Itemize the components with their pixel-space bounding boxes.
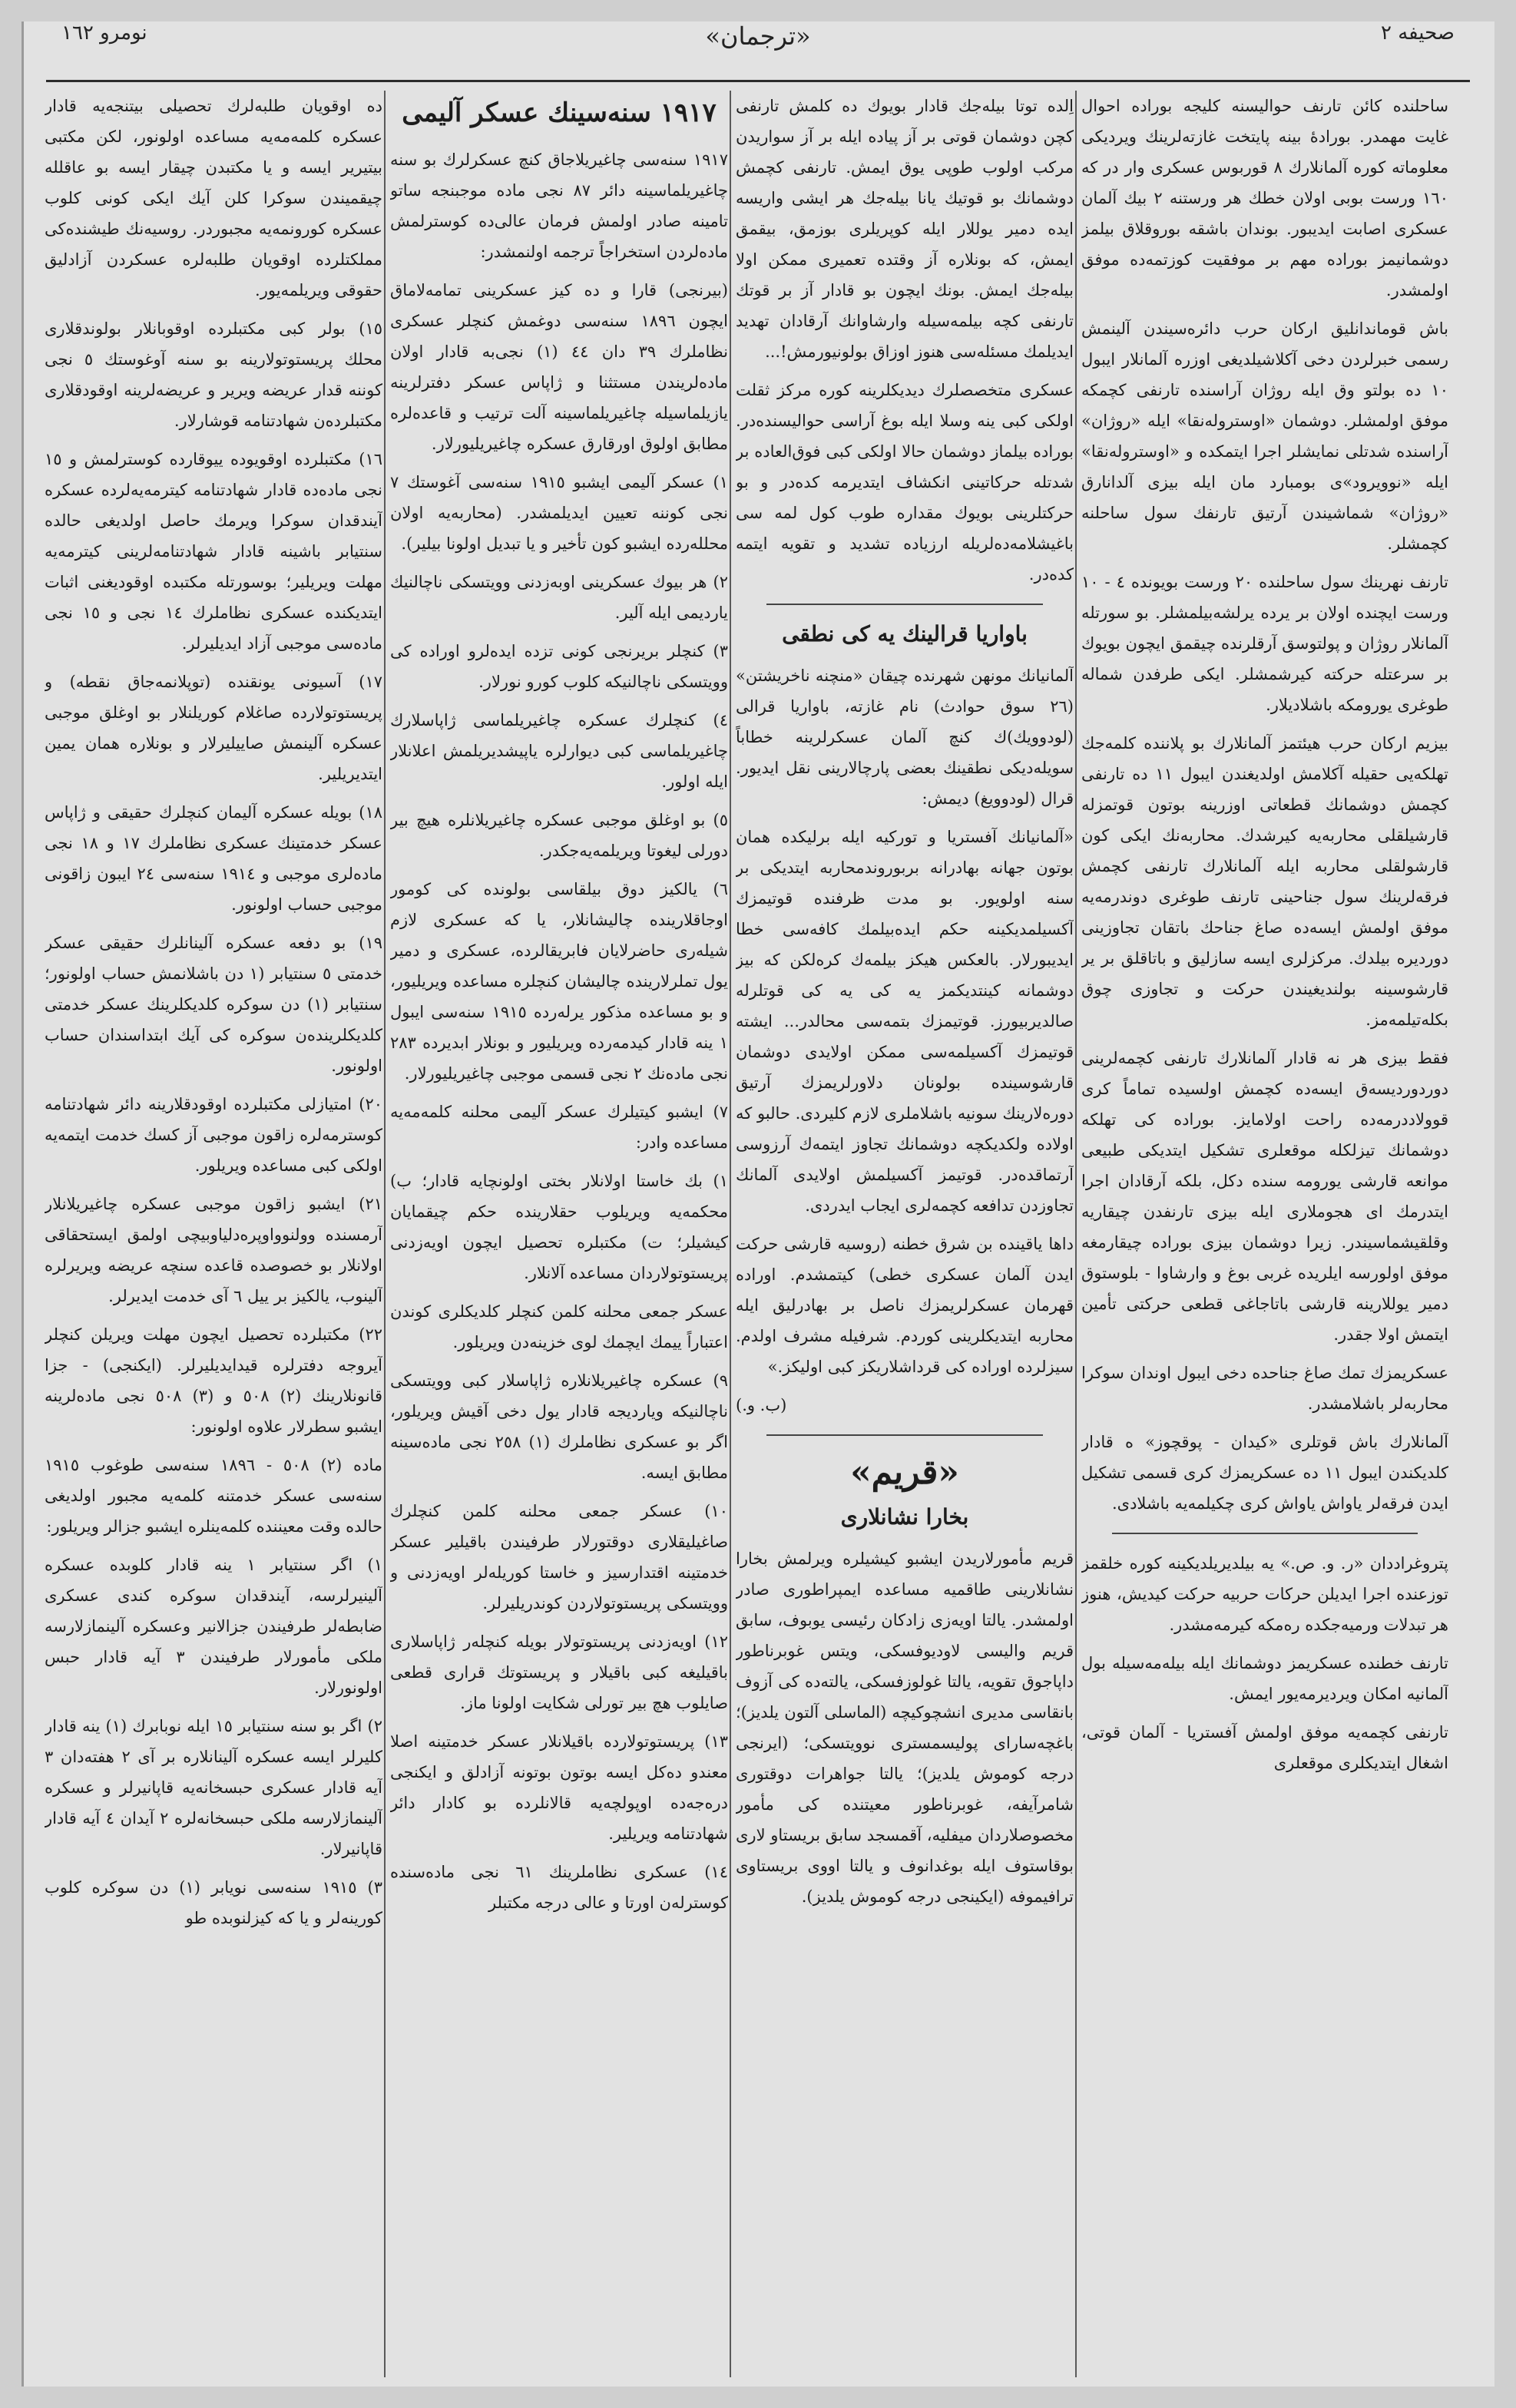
paragraph: ده اوقویان طلبه‌لرك تحصیلی بیتنجه‌یه قادار عسکره کلمه‌مه‌یه مساعده اولونور، لکن مکتبی بیتیریر ایسه و یا مکتبدن چیقار ایسه بو عاقلله چیقمیندن سوکرا کلن آیك ایکی کونی کلوب عسکره کورونمه‌یه مجبوردر. روسیه‌نك طیشنده‌کی مملکتلرده اوقویان طلبه‌لره عسکردن آزادلیق حقوقی ویریلمه‌یور. xyxy=(45,97,382,299)
column-4 xyxy=(45,91,382,2385)
paragraph: قریم مأمورلاریدن ایشبو کیشیلره ویرلمش بخارا نشانلارینی طاقمیه مساعده ایمپراطوری صادر اولمشدر. یالتا اویه‌زی زادکان رئیسی یوبوف، سابق قریم والیسی لاودیوفسکی، ویتس غوبرناطور داپاجوق تقویه، یالتا غولوزفسکی، یالته‌ده کی آزوف بانقاسی مدیری انشچوکیچه (الماسلی آلتون یلدیز)؛ باغچه‌سارای پولیسمستری نوویتسکی؛ (ایرنجی درجه کوموش یلدیز)؛ یالتا جواهرات دوقتوری شامرآیفه، غوبرناطور معیتنده کی مأمور مخصوصلاردان میفلیه، آقمسجد سابق بریستاو لاری بوقاستوف ایله بوغدانوف و یالتا اووی بریستاوی ترافیموفه (ایکینجی درجه کوموش یلدیز). xyxy=(736,1550,1074,1906)
paragraph: ١٠) عسکر جمعی محلنه کلمن کنچلرك صاغیلیقلاری دوقتورلار طرفیندن باقیلیر عسکر خدمتینه اقتدارسیز و خاستا کوریله‌لر اویه‌زدنی و وویتسکی پریستوتولاردن کوندریلیرلر. xyxy=(390,1502,728,1612)
paragraph: ٦) یالکیز دوق بیلقاسی بولونده کی کومور اوجاقلارینده چالیشانلار، یا که عسکری لازم شیله‌ری حاضرلایان فابریقالرده، عسکری و دمیر یول تملرلارینده چالیشان کنچلره مساعده ویریلیور، و بو مساعده مذکور یرله‌رده ١٩١٥ سنه‌سی ایبول ١ ینه قادار کیدمه‌رده ویریلیور و بونلار ابدیرده ٢٨٣ نجی ماده‌نك ٢ نجی قسمی موجبی چاغیریلیورلار. xyxy=(390,880,728,1083)
article-heading: باواریا قرالینك یه کی نطقی xyxy=(782,621,1028,647)
paragraph: ١٩١٧ سنه‌سی چاغیریلاجاق کنچ عسکرلرك بو سنه چاغیریلماسینه دائر ٨٧ نجی ماده موجبنجه ساتو تامینه صادر اولمش فرمان عالی‌ده کوسترلمش ماده‌لردن استخراجاً ترجمه اولنمشدر: xyxy=(390,150,728,261)
paragraph: ١٦) مکتبلرده اوقویوده‌ ییوقارده کوسترلمش و ١٥ نجی ماده‌ده قادار شهادتنامه کیترمه‌یه‌لرده عسکره آیندقدان سوکرا ویرمك حاصل اولدیغی حالده سنتیابر باشینه قادار شهادتنامه‌لرینی کیترمه‌یه مهلت ویریلیر؛ بوسورتله مکتبده اوقودیغنی اثبات ایتدیکنده عسکری نظاملرك ١٤ نجی و ١٥ نجی ماده‌سی موجبی آزاد ایدیلیرلر. xyxy=(45,450,382,653)
column-2 xyxy=(736,91,1074,2385)
paragraph: ١٧) آسیونی یونقنده (توپلانمه‌جاق نقطه) و پریستوتولارده صاغلام کوریلنلار بو اوغلق موجبی عسکره آلینمش صاییلیرلار و بونلاره همان یمین ایتدیریلیر. xyxy=(45,673,382,783)
article-signature: (ب. و.) xyxy=(736,1396,787,1414)
section-divider xyxy=(1112,1533,1418,1534)
paragraph: (بیرنجی) قارا و ده کیز عسکرینی تمامه‌لاماق ایچون ١٨٩٦ سنه‌سی دوغمش کنچلر عسکری نظاملرك ٣٩ دان ٤٤ (١) نجی‌به قادار اولان ماده‌لریندن مستثنا و ژاپاس عسکر دفترلرینه یازیلماسیله چاغیریلماسینه آلت ترتیب و قاعده‌لره مطابق اولوق اورقارق عسکره چاغیریلیورلار. xyxy=(390,281,728,453)
paragraph: ١٨) بویله عسکره آلیمان کنچلرك حقیقی و ژاپاس عسکر خدمتینك عسکری نظاملرك ١٧ و ١٨ نجی ماده‌لری موجبی و ١٩١٤ سنه‌سی ٢٤ ایبون زاقونی موجبی حساب اولونور. xyxy=(45,803,382,914)
paragraph: فقط بیزی هر نه قادار آلمانلارك تارنفی کچمه‌لرینی دوردوردیسه‌ق ایسه‌ده کچمش اولسیده تماماً کری قوولاددرمه‌ده راحت اولامایز. بوراده کی تهلکه دوشمانك تیزلکله موقعلری تشکیل ایتدیکی طبیعی موانعه قارشی یورومه سنده دکل، بلکه آرقادان اجرا ایتدرمك ای هجوملاری ایله بیزی تارنفدن چیقاریه وقلقیشماسیندر. زیرا دوشمان بیزی بوراده چیقارمغه موفق اولورسه ایلریده غربی بوغ و وارشاوا - بلوستوق دمیر یوللارینه قارشی باتاجاغی قطعی حرکتی تأمین ایتمش اولا جقدر. xyxy=(1081,1049,1448,1344)
section-ornament-title: «قريم» xyxy=(850,1453,959,1492)
column-divider xyxy=(384,91,386,2377)
column-divider xyxy=(730,91,731,2377)
paragraph: ٣) کنچلر بریرنجی کونی تزده ایده‌لرو اوراده کی وویتسکی ناچالنیکه کلوب کورو نورلار. xyxy=(390,642,728,691)
article-heading: ١٩١٧ سنه‌سینك عسکر آلیمی xyxy=(402,98,717,128)
paragraph: تارنف خطنده عسکریمز دوشمانك ایله بیله‌مه‌سیله بول آلمانیه امکان ویردیرمه‌یور ایمش. xyxy=(1081,1654,1448,1703)
masthead xyxy=(46,15,1470,69)
paragraph: اِلده توتا بیله‌جك قادار بویوك ده کلمش تارنفی کچن دوشمان قوتی بر آز پیاده ایله بر آز سواریدن مرکب اولوب طوپی یوق ایمش. تارنفی کچمش دوشمانك بو قوتیك یانا بیله‌جك هر ایشی واریسه ایده دمیر یوللار ایله کوپریلری بوزمق، بیقمق ایمش، که بونلاره آز وقتده تعمیری ممکن اولا بیله‌جك ایمش. بونك ایچون بو قادار آز بر قوتك تارنفی کچه بیلمه‌سیله وارشاوانك آرقادان تهدید ایدیلمك مسئله‌سی هنوز اوزاق بولونیورمش!... xyxy=(736,97,1074,361)
section-divider xyxy=(766,604,1043,605)
column-3 xyxy=(390,91,728,2385)
paragraph: ماده (٢) ٥٠٨ - ١٨٩٦ سنه‌سی طوغوب ١٩١٥ سنه‌سی عسکر خدمتنه کلمه‌یه مجبور اولدیغی حالده وقت معیننده کلمه‌ینلره ایشبو جزالر ویریلور: xyxy=(45,1456,382,1536)
column-divider xyxy=(1075,91,1077,2377)
paragraph: ١٩) بو دفعه عسکره آلینانلرك حقیقی عسکر خدمتی ٥ سنتیابر (١ دن باشلانمش حساب اولونور؛ سنتیابر (١) دن سوکره کلدیکلرینك عسکر خدمتی کلدیکلرینده‌ن سوکره کی آیك ابتداسندان حساب اولونور. xyxy=(45,934,382,1075)
issue-number: نومرو ١٦٢ xyxy=(61,22,147,45)
page-label: صحیفه ٢ xyxy=(1380,22,1455,45)
paragraph: ٢) اگر بو سنه سنتیابر ١٥ ایله نوبابرك (١) ینه قادار کلیرلر ایسه عسکره آلینانلاره بر آی ٢ هفته‌دان ٣ آیه قادار عسکری حبسخانه‌یه قاپانیرلر و عسکره آلینمازلارسه ملکی حبسخانه‌لره ٢ آیدان ٤ آیه قادار قاپانیرلار. xyxy=(45,1717,382,1858)
paragraph: ٢١) ایشبو زاقون موجبی عسکره چاغیریلانلار آرمسنده وولنوواوپره‌دلیاوبیچی اولمق ایستحقاقی اولانلار بو خصوصده قاعده سنچه عریضه ویریرلره آلینوب، یالکیز بر ییل ٦ آی خدمت ایدیرلر. xyxy=(45,1195,382,1305)
paragraph: پتروغراددان «ر. و. ص.» یه بیلدیریلدیکینه کوره خلقمز توزعنده اجرا ایدیلن حرکات حربیه حرکت کیدیش، هنوز هر تبدلات ورمیه‌جکده ره‌مکه کیرمه‌مشدر. xyxy=(1081,1554,1448,1634)
paragraph: آلمانیانك مونهن شهرنده چیقان «منچنه ناخریشتن» (٢٦ سوق حوادث) نام غازته، باواریا قرالی (لودوویك)ك کنچ آلمان عسکرلرینه خطاباً سویله‌دیکی نطقینك بعضی پارچالارینی نقل ایدیور. قرال (لودوویغ) دیمش: xyxy=(736,666,1074,808)
paragraph: بیزیم ارکان حرب هیئتمز آلمانلارك بو پلاننده کلمه‌جك تهلکه‌یی حقیله آکلامش اولدیغندن ایبول ١١ ده تارنفی کچمش دوشمانك قطعاتی اوزرینه بوتون قوتمزله قارشیلقلی محاربه‌یه کیرشدك. محاربه‌نك ایکی کون قارشولقلی محاربه ایله آلمانلارك تارنفی کچمش فرقه‌لرینك سول جناحینی تارنف طوغری دوندرمه‌یه موفق اولمش ایسه‌ده صاغ جناحك باتقان تجاوزینی دوردیره بیلدك. مرکزلری ایسه سازلیق و باتاقلق بر یر قارشوسینه بولندیغیندن حرکت و تجاوزی چوق بکله‌تیلمه‌مز. xyxy=(1081,734,1448,1029)
paragraph: ١٢) اویه‌زدنی پریستوتولار بویله کنچله‌ر ژاپاسلاری باقیلیغه کبی باقیلار و پریستوتك قراری قطعی صایلوب هچ بیر تورلی شکایت اولونا ماز. xyxy=(390,1632,728,1712)
paragraph: ١٣) پریستوتولارده باقیلانلار عسکر خدمتینه اصلا معندو ده‌کل ایسه بوتون بوتونه آزادلق و ایکنجی دره‌جه‌ده اوپولچه‌یه قالانلرده بو کادار دائر شهادتنامه ویریلیر. xyxy=(390,1732,728,1843)
paragraph: ساحلنده کائن تارنف حوالیسنه کلیجه بوراده احوال غایت مهمدر. بورادهٔ بینه پایتخت غازته‌لرینك ویردیکی معلوماته کوره آلمانلارك ٨ قوربوس عسکری وار در که ١٦٠ ورست بوبی اولان خطك هر ورستنه ٢ بیك آلمان عسکری اصابت ایدیبور. بوندان باشقه بوروقلاق بیلمز دوشمانیمز بوراده مهم بر موفقیت کوزتمه‌ده موفق اولمشدر. xyxy=(1081,97,1448,299)
paragraph: ١) اگر سنتیابر ١ ینه قادار کلوبده عسکره آلینیرلرسه، آیندقدان سوکره کندی عسکری ضابطه‌لر طرفیندن جزالانیر وعسکره آلینمازلارسه ملکی مأمورلار طرفیندن ٣ آیه قادار حبس اولونورلار. xyxy=(45,1556,382,1697)
masthead-rule xyxy=(46,80,1470,82)
column-1 xyxy=(1081,91,1448,2385)
paragraph: عسکری متخصصلرك دیدیکلرینه کوره مرکز ثقلت اولکی کبی ینه وسلا ایله بوغ آراسی حوالیسنده‌در. بوراده بیلماز دوشمان حالا اولکی کبی فوق‌العاده بر شدتله حرکاتینی انکشاف ایتدیرمه کده‌در و بو حرکتلرینی بویوك مقداره طوب کول لمه سی باغیشلامه‌ده‌لریله ارزیاده تشدید و تقویه ایتمه کده‌در. xyxy=(736,381,1074,584)
paragraph: ١) عسکر آلیمی ایشبو ١٩١٥ سنه‌سی آغوستك ٧ نجی کوننه تعیین ایدیلمشدر. (محاربه‌یه اولان محلله‌رده ایشبو کون تأخیر و یا تبدیل اولونا بیلیر). xyxy=(390,473,728,553)
paragraph: آلمانلارك باش قوتلری «کیدان - پوقچوز» ه قادار کلدیکندن ایبول ١١ ده عسکریمزك کری قسمی تشکیل ایدن فرقه‌لر یاواش یاواش کری چکیلمه‌یه باشلادی. xyxy=(1081,1433,1448,1513)
paragraph: ١٤) عسکری نظاملرینك ٦١ نجی ماده‌سنده کوسترله‌ن اورتا و عالی درجه مکتبلر xyxy=(390,1863,728,1912)
paragraph: ١٥) بولر کبی مکتبلرده اوقوبانلار بولوندقلاری محلك پریستوتولارینه بو سنه آوغوستك ٥ نجی کوننه قدار عریضه ویریر و عریضه‌لرینه اوقودقلاری مکتبلرده‌ن شهادتنامه قوشارلار. xyxy=(45,319,382,430)
paragraph: عسکریمزك تمك صاغ جناحده دخی ایبول اوندان سوکرا محاربه‌لر باشلامشدر. xyxy=(1081,1364,1448,1413)
paragraph: ٥) بو اوغلق موجبی عسکره چاغیریلانلره هیچ بیر دورلی لیغوتا ویریلمه‌یه‌جکدر. xyxy=(390,811,728,860)
paragraph: ٩) عسکره چاغیریلانلاره ژاپاسلار کبی وویتسکی ناچالنیکه ویاردیجه قادار یول دخی آقیش ویریلور، اگر بو عسکری نظاملرك (١) ٢٥٨ نجی ماده‌سینه مطابق ایسه. xyxy=(390,1371,728,1482)
paragraph: تارنف نهرینك سول ساحلنده ٢٠ ورست بویونده ٤ - ١٠ ورست ایچنده اولان بر یرده یرلشه‌بیلمشلر. بو سورتله آلمانلار روژان و پولتوسق آرقلرنده چیقمق ایچون بویوك بر سرعتله حرکته کیرشمشلر. ایکی طرفدن شماله طوغری یورومکه باشلادیلار. xyxy=(1081,573,1448,714)
paragraph: تارنفی کچمه‌یه موفق اولمش آفستریا - آلمان قوتی، اشغال ایتدیکلری موقعلری xyxy=(1081,1723,1448,1772)
article-heading: بخارا نشانلاری xyxy=(840,1504,969,1530)
section-divider xyxy=(766,1434,1043,1436)
newspaper-title: «ترجمان» xyxy=(705,22,811,51)
paragraph: ١) بك خاستا اولانلار بختی اولونچایه قادار؛ ب) محکمه‌یه ویریلوب حقلارینده حکم چیقمایان کیشیلر؛ ت) مکتبلره تحصیل ایچون اویه‌زدنی پریستوتولاردان مساعده آلانلار. xyxy=(390,1172,728,1282)
paragraph: ٢٢) مکتبلرده تحصیل ایچون مهلت ویریلن کنچلر آیروجه دفترلره قیدایدیلیرلر. (ایکنجی) - جزا قانونلارینك (٢) ٥٠٨ و (٣) ٥٠٨ نجی ماده‌لرینه ایشبو سطرلار علاوه اولونور: xyxy=(45,1325,382,1436)
paragraph: ٤) کنچلرك عسکره چاغیریلماسی ژاپاسلارك چاغیریلماسی کبی دیوارلره یاپیشدیریلمش اعلانلار ایله اولور. xyxy=(390,711,728,791)
paragraph: باش قوماندانلیق ارکان حرب دائره‌سیندن آلینمش رسمی خبرلردن دخی آکلاشیلدیغی اوزره آلمانلار ایبول ١٠ ده بولتو وق ایله روژان آراسنده تارنفی کچمکه موفق اولمشلر. دوشمان «اوستروله‌نقا» ایله «روژان» آراسنده شدتلی نمایشلر اجرا ایتمکده و «اوستروله‌نقا» ایله «نوویرود»ی بومبارد مان ایله بیزی آلدانارق «روژان» شماشیندن آرتیق تارنفك سول ساحلنه کچمشلر. xyxy=(1081,319,1448,553)
paragraph: «آلمانیانك آفستریا و تورکیه ایله برلیکده همان بوتون جهانه بهادرانه بربوروندمحاربه ایتدیکی بر سنه اولویور. بو مدت ظرفنده قوتیمزك آکسیلمدیکینه حکم ایده‌بیلمك کافه‌سی خطا ایدیبورلار. بالعکس هیکز بیلمه‌ك کره‌لکن که بیز دوشمانه کینتدیکمز یه کی یه کی قوتلرله صالدیربیورز. قوتیمزك بتمه‌سی محالدر... ایشته قوتیمزك آکسیلمه‌سی ممکن اولایدی دوشمان قارشوسینده بولونان دلاورلریمزك آرتیق دوره‌لارینك سونیه باشلاملری لازم کلیردی. حالبو که اولاده ولکدیکچه دوشمانك تجاوز ایتمه‌ك آرزوسی آرتماقده‌در. قوتیمز آکسیلمش اولایدی آلمانك تجاوزدن تدافعه کچمه‌لری ایجاب ایدردی. xyxy=(736,828,1074,1215)
paragraph: ٢) هر بیوك عسکرینی اوبه‌زدنی وویتسکی ناچالنیك یاردیمی ایله آلیر. xyxy=(390,573,728,622)
paragraph: ٣) ١٩١٥ سنه‌سی نویابر (١) دن سوکره کلوب کورینه‌لر و یا که کیزلنوبده طو xyxy=(45,1878,382,1927)
paragraph: ٢٠) امتیازلی مکتبلرده اوقودقلارینه دائر شهادتنامه کوسترمه‌لره زاقون موجبی آز کسك خدمت ایتمه‌یه اولکی کبی مساعده ویریلور. xyxy=(45,1095,382,1175)
paragraph: داها یاقینده بن شرق خطنه (روسیه قارشی حرکت ایدن آلمان عسکری خطی) کیتمشدم. اوراده قهرمان عسکرلریمزك ناصل بر بهادرلیق ایله محاربه ایتدیکلرینی کوردم. شرفیله مشرف اولدم. سیزلرده اوراده کی قرداشلاریکز کبی اولیکز.» xyxy=(736,1235,1074,1376)
paragraph: ٧) ایشبو کیتیلرك عسکر آلیمی محلنه کلمه‌مه‌یه مساعده وادر: xyxy=(390,1103,728,1152)
paragraph: عسکر جمعی محلنه کلمن کنچلر کلدیکلری کوندن اعتباراً ییمك ایچمك لوی خزینه‌دن ویریلور. xyxy=(390,1302,728,1351)
